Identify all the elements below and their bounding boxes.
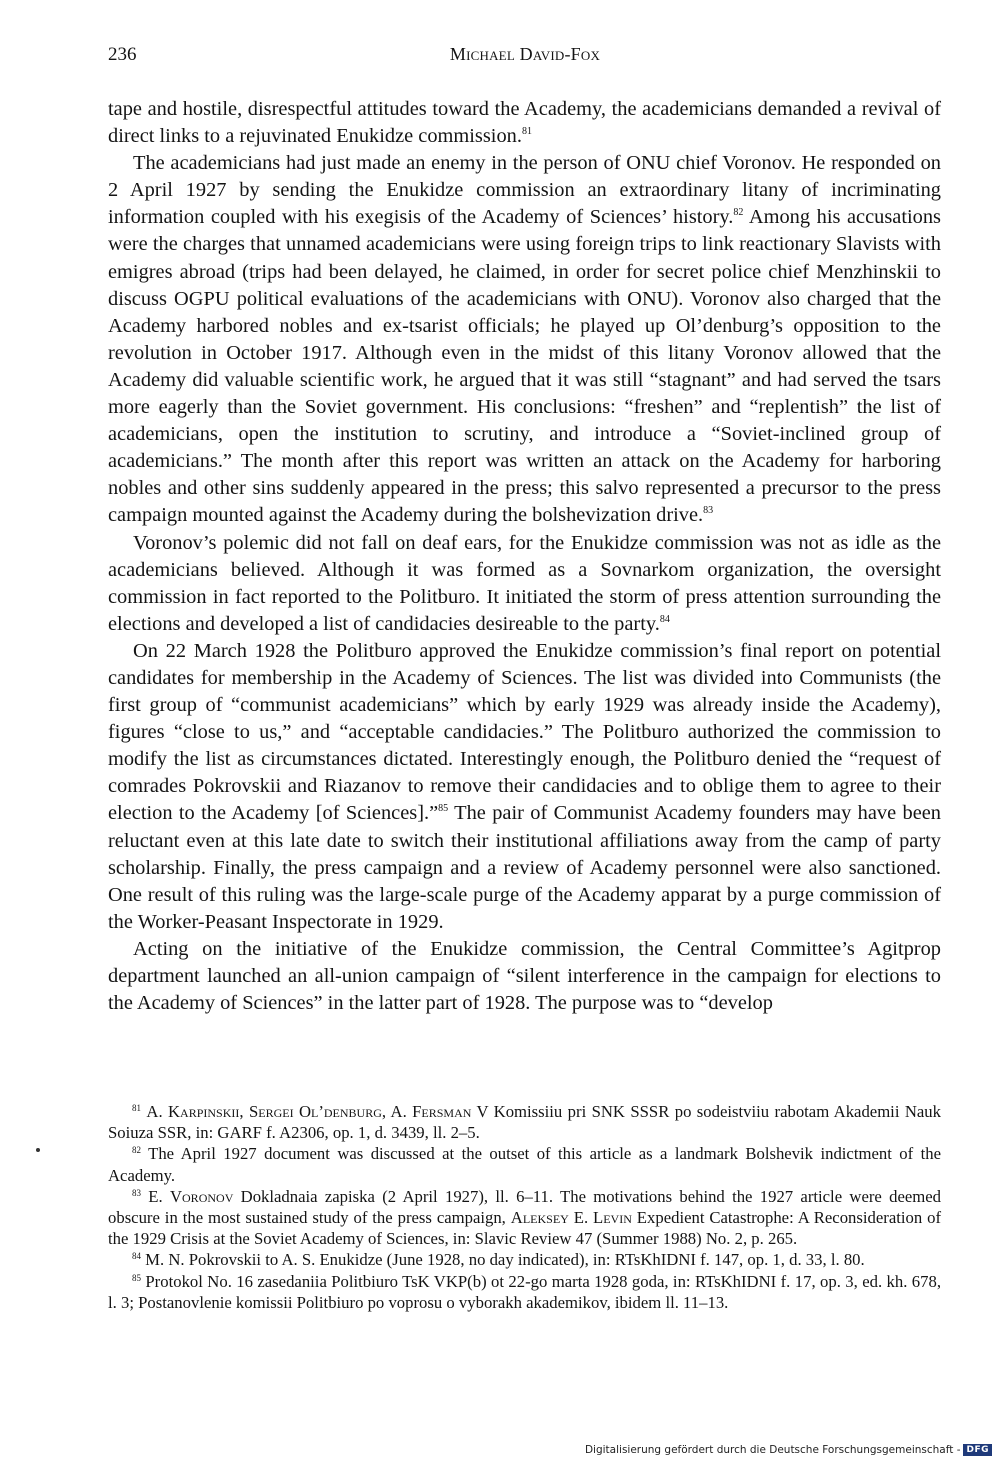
paragraph xyxy=(108,150,941,529)
footnote-author: Aleksey E. Levin xyxy=(510,1208,632,1228)
dfg-logo: DFG xyxy=(963,1444,992,1456)
footnote-number: 83 xyxy=(132,1187,141,1198)
footnote-ref[interactable]: 82 xyxy=(733,207,744,219)
footnote-text: M. N. Pokrovskii to A. S. Enukidze (June 1928, no day indicated), in: RTsKhIDNI f. 147, op. 1, d. 33, l. 80. xyxy=(145,1250,865,1270)
footnote-ref[interactable]: 84 xyxy=(659,613,670,625)
paragraph-text: On 22 March 1928 the Politburo approved the Enukidze commission’s final report on potential candidates for membership in the Academy of Sciences. The list was divided into Communists (the first group of “communist academicians” which by early 1929 was already inside the Academy), figures “close to us,” and “acceptable candidacies.” The Politburo authorized the commission to modify the list as circumstances dictated. Interestingly enough, the Politburo denied the “request of comrades Pokrovskii and Riazanov to remove their candidacies and to oblige them to agree to their election to the Academy [of Sciences].” xyxy=(108,639,941,825)
footnote xyxy=(108,1101,941,1143)
paragraph-text: tape and hostile, disrespectful attitudes toward the Academy, the academicians demanded a revival of direct links to a rejuvinated Enukidze commission. xyxy=(108,98,941,148)
paragraph-text: The academicians had just made an enemy in the person of ONU chief Voronov. He responded on 2 April 1927 by sending the Enukidze commission an extraordinary litany of incriminating information coupled with his exegisis of the Academy of Sciences’ history. xyxy=(108,152,941,229)
footer-text: Digitalisierung gefördert durch die Deutsche Forschungsgemeinschaft - xyxy=(584,1444,961,1456)
footnote-number: 85 xyxy=(132,1272,141,1283)
footnotes xyxy=(108,1101,941,1313)
paragraph xyxy=(108,638,941,936)
scan-speck xyxy=(36,1148,40,1152)
paragraph xyxy=(108,936,941,1017)
footnote-ref[interactable]: 85 xyxy=(438,803,449,815)
running-head: Michael David-Fox xyxy=(449,44,601,64)
footnote-text: Protokol No. 16 zasedaniia Politbiuro TsK VKP(b) ot 22-go marta 1928 goda, in: RTsKhIDNI f. 17, op. 3, ed. kh. 678, l. 3; Postanovlenie komissii Politbiuro po voprosu o vyborakh akademikov, ibidem ll. 11–13. xyxy=(108,1271,941,1312)
footnote-text: V Komissiiu pri SNK SSSR po sodeistviiu rabotam Akademii Nauk Soiuza SSR, in: GARF f. A2306, op. 1, d. 3439, ll. 2–5. xyxy=(108,1102,941,1143)
paragraph-text: The pair of Communist Academy founders may have been reluctant even at this late date to switch their institutional affiliations away from the camp of party scholarship. Finally, the press campaign and a review of Academy personnel were also sanctioned. One result of this ruling was the large-scale purge of the Academy apparat by a purge commission of the Worker-Peasant Inspectorate in 1929. xyxy=(108,802,941,933)
paragraph xyxy=(108,96,941,150)
footnote-number: 84 xyxy=(132,1251,141,1262)
footnote-authors: A. Karpinskii, Sergei Ol’denburg, A. Fersman xyxy=(146,1102,472,1121)
footnote-ref[interactable]: 81 xyxy=(521,126,532,138)
footnote xyxy=(108,1143,941,1185)
footnote-number: 82 xyxy=(132,1145,141,1156)
footnote-text: Dokladnaia zapiska (2 April 1927), ll. 6–11. The motivations behind the 1927 article were deemed obscure in the most sustained study of the press campaign, xyxy=(108,1186,941,1228)
footnote-text: The April 1927 document was discussed at the outset of this article as a landmark Bolshevik indictment of the Academy. xyxy=(108,1144,941,1185)
footnote xyxy=(108,1271,941,1313)
digitization-footer xyxy=(585,1444,992,1456)
footnote-author: Voronov xyxy=(169,1186,234,1206)
paragraph-text: Acting on the initiative of the Enukidze commission, the Central Committee’s Agitprop department launched an all-union campaign of “silent interference in the campaign for elections to the Academy of Sciences” in the latter part of 1928. The purpose was to “develop xyxy=(108,937,941,1015)
footnote-ref[interactable]: 83 xyxy=(703,505,714,517)
footnote-text: E. xyxy=(148,1186,170,1206)
page-header xyxy=(108,44,942,70)
main-text xyxy=(108,96,941,1017)
paragraph xyxy=(108,530,941,638)
footnote xyxy=(108,1249,941,1270)
footnote-number: 81 xyxy=(132,1103,141,1113)
page-number: 236 xyxy=(108,44,137,65)
footnote xyxy=(108,1186,941,1250)
paragraph-text: Among his accusations were the charges that unnamed academicians were using foreign trips to link reactionary Slavists with emigres abroad (trips had been delayed, he claimed, in order for secret police chief Menzhinskii to discuss OGPU political evaluations of the academicians with ONU). Voronov also charged that the Academy harbored nobles and ex-tsarist officials; he played up Ol’denburg’s opposition to the revolution in October 1917. Although even in the midst of this litany Voronov allowed that the Academy did valuable scientific work, he argued that it was still “stagnant” and had served the tsars more eagerly than the Soviet government. His conclusions: “freshen” and “replentish” the list of academicians, open the institution to scrutiny, and introduce a “Soviet-inclined group of academicians.” The month after this report was written an attack on the Academy for harboring nobles and other sins suddenly appeared in the press; this salvo represented a precursor to the press campaign mounted against the Academy during the bolshevization drive. xyxy=(108,206,941,527)
paragraph-text: Voronov’s polemic did not fall on deaf ears, for the Enukidze commission was not as idle as the academicians believed. Although it was formed as a Sovnarkom organization, the oversight commission in fact reported to the Politburo. It initiated the storm of press attention surrounding the elections and developed a list of candidacies desireable to the party. xyxy=(108,531,941,635)
footnote-text: Expedient Catastrophe: A Reconsideration of the 1929 Crisis at the Soviet Academy of Sciences, in: Slavic Review 47 (Summer 1988) No. 2, p. 265. xyxy=(108,1208,942,1249)
